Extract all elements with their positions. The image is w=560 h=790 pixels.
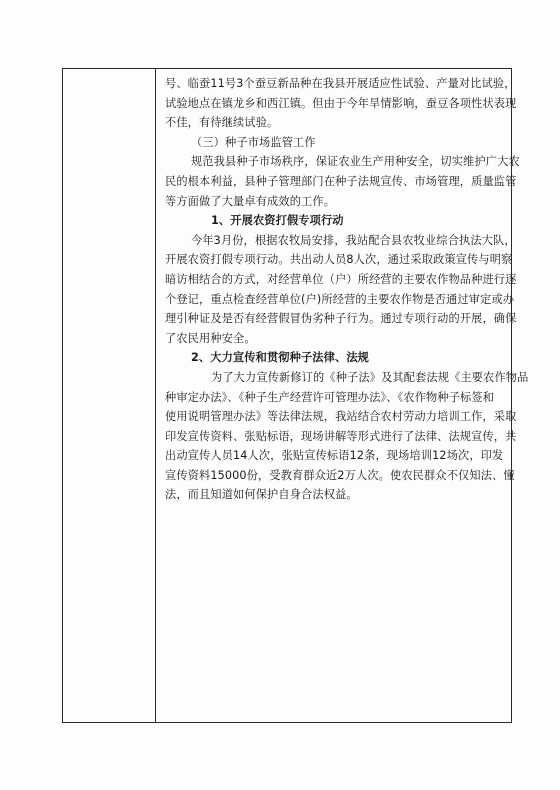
column-divider — [155, 68, 156, 723]
text-line: 规范我县种子市场秩序，保证农业生产用种安全，切实维护广大农 — [191, 155, 520, 169]
text-line: 种审定办法》、《种子生产经营许可管理办法》、《农作物种子标签和 — [165, 390, 495, 404]
text-line: 为了大力宣传新修订的《种子法》及其配套法规《主要农作物品 — [211, 370, 529, 384]
report-body — [165, 74, 529, 505]
text-line: 个登记，重点检查经营单位(户)所经营的主要农作物是否通过审定或办 — [165, 292, 515, 306]
subsection-heading: 1、开展农资打假专项行动 — [211, 214, 344, 228]
text-line: 宣传资料15000份，受教育群众近2万人次。使农民群众不仅知法、懂 — [165, 468, 515, 482]
text-line: 试验地点在镇龙乡和西江镇。但由于今年旱情影响，蚕豆各项性状表现 — [165, 96, 517, 110]
text-line: 了农民用种安全。 — [165, 331, 256, 345]
text-line: 使用说明管理办法》等法律法规，我站结合农村劳动力培训工作，采取 — [165, 410, 517, 424]
text-line: 出动宣传人员14人次，张贴宣传标语12条，现场培训12场次，印发 — [165, 449, 504, 463]
section-heading: （三）种子市场监管工作 — [191, 135, 316, 149]
text-line: 法，而且知道如何保护自身合法权益。 — [165, 488, 358, 502]
text-line: 今年3月份，根据农牧局安排，我站配合县农牧业综合执法大队， — [191, 233, 516, 247]
text-line: 号、临蚕11号3个蚕豆新品种在我县开展适应性试验、产量对比试验， — [165, 77, 516, 90]
text-line: 民的根本利益，县种子管理部门在种子法规宣传、市场管理，质量监管 — [165, 174, 517, 188]
text-line: 印发宣传资料、张贴标语，现场讲解等形式进行了法律、法规宣传，共 — [165, 429, 517, 443]
text-line: 暗访相结合的方式，对经营单位（户）所经营的主要农作物品种进行逐 — [165, 272, 517, 286]
text-line: 等方面做了大量卓有成效的工作。 — [165, 194, 336, 208]
text-line: 开展农资打假专项行动。共出动人员8人次，通过采取政策宣传与明察 — [165, 253, 513, 267]
subsection-heading: 2、大力宣传和贯彻种子法律、法规 — [191, 351, 369, 365]
text-line: 理引种证及是否有经营假冒伪劣种子行为。通过专项行动的开展，确保 — [165, 312, 517, 326]
text-line: 不佳，有待继续试验。 — [165, 116, 279, 130]
